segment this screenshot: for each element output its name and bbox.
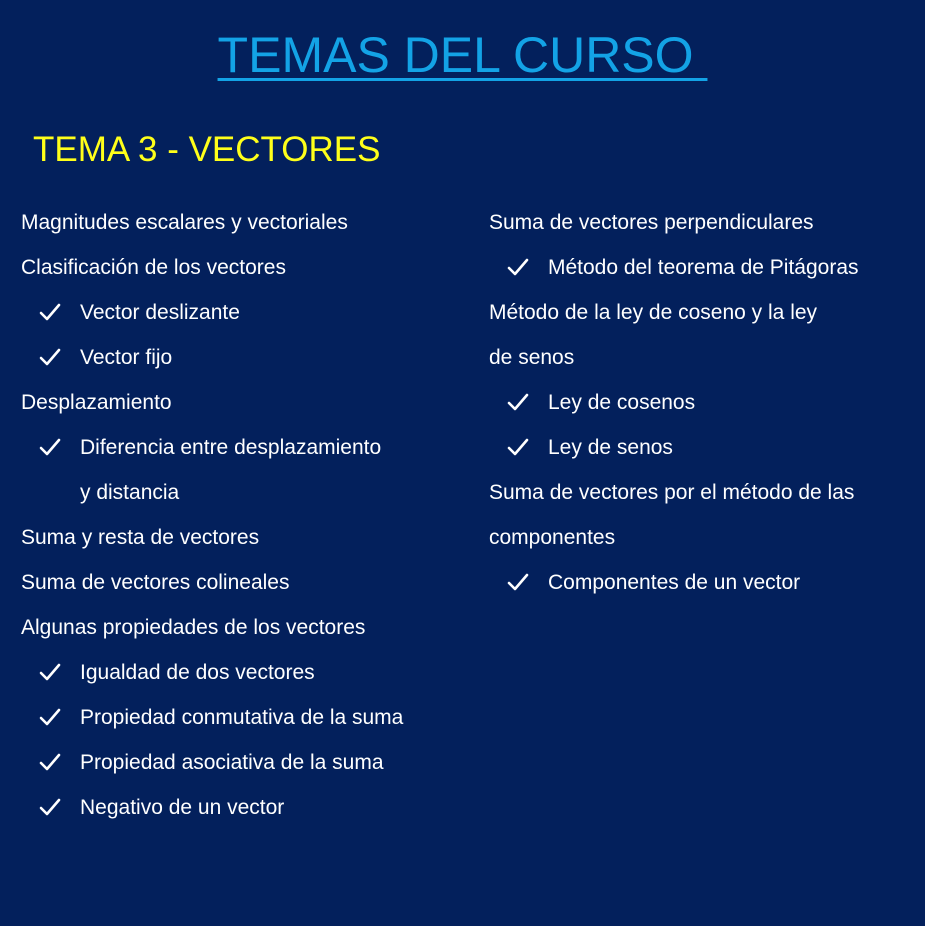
subtopic-label: Vector deslizante [80, 301, 240, 324]
subtopic-continuation: y distancia [80, 481, 180, 504]
subtopic-label: Propiedad asociativa de la suma [80, 751, 384, 774]
checkmark-icon [507, 245, 531, 290]
subtopic-label: Componentes de un vector [548, 571, 801, 594]
topic-continuation: de senos [489, 346, 575, 369]
topic-item: Método de la ley de coseno y la ley [489, 301, 818, 324]
subtopic-item [21, 425, 403, 470]
topic-item: Suma y resta de vectores [21, 526, 260, 549]
subtopic-item [21, 335, 403, 380]
subtopic-item [489, 560, 859, 605]
subtopic-item [21, 695, 403, 740]
subtopic-label: Diferencia entre desplazamiento [80, 436, 382, 459]
subtopic-label: Ley de senos [548, 436, 673, 459]
subtopic-item [21, 650, 403, 695]
topic-item: Desplazamiento [21, 391, 172, 414]
checkmark-icon [39, 425, 63, 470]
checkmark-icon [507, 425, 531, 470]
topic-item: Suma de vectores por el método de las [489, 481, 855, 504]
subtopic-label: Método del teorema de Pitágoras [548, 256, 859, 279]
topic-item: Suma de vectores colineales [21, 571, 290, 594]
topics-left-column [21, 200, 403, 830]
topic-item: Algunas propiedades de los vectores [21, 616, 366, 639]
subtopic-item [489, 245, 859, 290]
checkmark-icon [39, 785, 63, 830]
topic-item: Clasificación de los vectores [21, 256, 286, 279]
checkmark-icon [507, 560, 531, 605]
subtopic-label: Igualdad de dos vectores [80, 661, 315, 684]
checkmark-icon [39, 740, 63, 785]
subtopic-label: Propiedad conmutativa de la suma [80, 706, 404, 729]
subtopic-item [21, 740, 403, 785]
checkmark-icon [39, 650, 63, 695]
subtopic-item [21, 785, 403, 830]
subtopic-label: Negativo de un vector [80, 796, 285, 819]
topic-heading: TEMA 3 - VECTORES [33, 130, 381, 169]
checkmark-icon [507, 380, 531, 425]
checkmark-icon [39, 335, 63, 380]
topics-right-column [489, 200, 859, 605]
subtopic-item [21, 290, 403, 335]
subtopic-item [489, 380, 859, 425]
checkmark-icon [39, 290, 63, 335]
topic-item: Suma de vectores perpendiculares [489, 211, 814, 234]
subtopic-label: Ley de cosenos [548, 391, 696, 414]
subtopic-label: Vector fijo [80, 346, 173, 369]
topic-item: Magnitudes escalares y vectoriales [21, 211, 348, 234]
topic-continuation: componentes [489, 526, 616, 549]
subtopic-item [489, 425, 859, 470]
page-title: TEMAS DEL CURSO [217, 27, 708, 83]
checkmark-icon [39, 695, 63, 740]
